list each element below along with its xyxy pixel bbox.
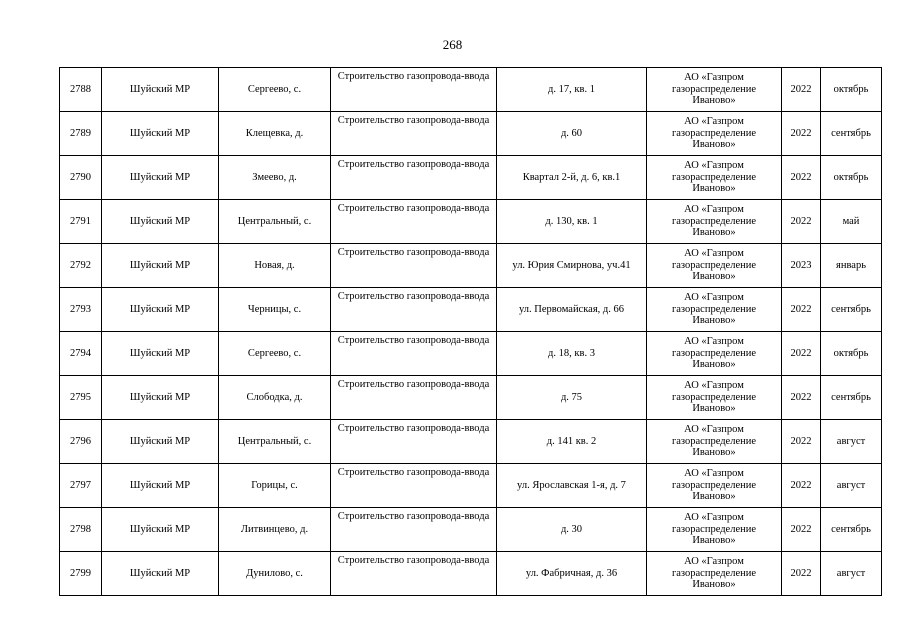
locality-cell: Змеево, д.: [219, 156, 331, 200]
row-number-cell: 2792: [60, 244, 102, 288]
locality-cell: Слободка, д.: [219, 376, 331, 420]
month-cell: август: [821, 552, 882, 596]
table-row: [60, 420, 882, 464]
address-cell: д. 17, кв. 1: [497, 68, 647, 112]
organization-line: газораспределение: [671, 303, 757, 315]
year-cell: 2022: [782, 332, 821, 376]
organization-line: АО «Газпром: [684, 116, 744, 128]
organization-line: газораспределение: [671, 83, 757, 95]
row-number-cell: 2795: [60, 376, 102, 420]
month-cell: сентябрь: [821, 112, 882, 156]
table-row: [60, 508, 882, 552]
district-cell: Шуйский МР: [102, 68, 219, 112]
organization-line: газораспределение: [671, 523, 757, 535]
organization-cell: [647, 288, 782, 332]
locality-cell: Центральный, с.: [219, 200, 331, 244]
organization-line: АО «Газпром: [684, 160, 744, 172]
month-cell: сентябрь: [821, 376, 882, 420]
organization-line: АО «Газпром: [684, 468, 744, 480]
organization-line: газораспределение: [671, 127, 757, 139]
month-cell: сентябрь: [821, 508, 882, 552]
work-type-cell: Строительство газопровода-ввода: [331, 244, 497, 288]
organization-line: Иваново»: [692, 579, 736, 591]
work-type-cell: Строительство газопровода-ввода: [331, 376, 497, 420]
table-row: [60, 552, 882, 596]
address-cell: д. 75: [497, 376, 647, 420]
organization-cell: [647, 244, 782, 288]
table-body: [60, 68, 882, 596]
organization-line: газораспределение: [671, 391, 757, 403]
organization-line: АО «Газпром: [684, 336, 744, 348]
organization-line: АО «Газпром: [684, 556, 744, 568]
locality-cell: Сергеево, с.: [219, 68, 331, 112]
address-cell: Квартал 2-й, д. 6, кв.1: [497, 156, 647, 200]
row-number-cell: 2794: [60, 332, 102, 376]
locality-cell: Центральный, с.: [219, 420, 331, 464]
organization-line: газораспределение: [671, 171, 757, 183]
organization-line: газораспределение: [671, 215, 757, 227]
organization-line: АО «Газпром: [684, 248, 744, 260]
district-cell: Шуйский МР: [102, 288, 219, 332]
organization-line: газораспределение: [671, 567, 757, 579]
locality-cell: Литвинцево, д.: [219, 508, 331, 552]
work-type-cell: Строительство газопровода-ввода: [331, 332, 497, 376]
organization-line: АО «Газпром: [684, 512, 744, 524]
row-number-cell: 2799: [60, 552, 102, 596]
organization-cell: [647, 376, 782, 420]
locality-cell: Черницы, с.: [219, 288, 331, 332]
year-cell: 2022: [782, 508, 821, 552]
organization-line: газораспределение: [671, 347, 757, 359]
district-cell: Шуйский МР: [102, 420, 219, 464]
locality-cell: Сергеево, с.: [219, 332, 331, 376]
month-cell: май: [821, 200, 882, 244]
table-row: [60, 376, 882, 420]
organization-cell: [647, 68, 782, 112]
address-cell: ул. Фабричная, д. 36: [497, 552, 647, 596]
row-number-cell: 2789: [60, 112, 102, 156]
organization-line: АО «Газпром: [684, 424, 744, 436]
district-cell: Шуйский МР: [102, 464, 219, 508]
address-cell: д. 60: [497, 112, 647, 156]
month-cell: август: [821, 464, 882, 508]
organization-line: газораспределение: [671, 479, 757, 491]
organization-line: Иваново»: [692, 359, 736, 371]
district-cell: Шуйский МР: [102, 376, 219, 420]
table-row: [60, 244, 882, 288]
row-number-cell: 2793: [60, 288, 102, 332]
row-number-cell: 2798: [60, 508, 102, 552]
page-number: 268: [442, 37, 463, 52]
organization-cell: [647, 332, 782, 376]
address-cell: д. 141 кв. 2: [497, 420, 647, 464]
organization-cell: [647, 112, 782, 156]
table-row: [60, 332, 882, 376]
table-row: [60, 68, 882, 112]
year-cell: 2022: [782, 288, 821, 332]
address-cell: ул. Юрия Смирнова, уч.41: [497, 244, 647, 288]
organization-line: АО «Газпром: [684, 292, 744, 304]
year-cell: 2022: [782, 200, 821, 244]
organization-cell: [647, 156, 782, 200]
work-type-cell: Строительство газопровода-ввода: [331, 156, 497, 200]
row-number-cell: 2797: [60, 464, 102, 508]
organization-line: Иваново»: [692, 227, 736, 239]
locality-cell: Новая, д.: [219, 244, 331, 288]
district-cell: Шуйский МР: [102, 200, 219, 244]
row-number-cell: 2791: [60, 200, 102, 244]
month-cell: октябрь: [821, 156, 882, 200]
year-cell: 2022: [782, 420, 821, 464]
address-cell: д. 18, кв. 3: [497, 332, 647, 376]
year-cell: 2022: [782, 552, 821, 596]
organization-line: Иваново»: [692, 139, 736, 151]
organization-line: Иваново»: [692, 271, 736, 283]
organization-line: Иваново»: [692, 535, 736, 547]
table-row: [60, 112, 882, 156]
organization-line: АО «Газпром: [684, 380, 744, 392]
organization-line: АО «Газпром: [684, 72, 744, 84]
organization-line: Иваново»: [692, 315, 736, 327]
district-cell: Шуйский МР: [102, 552, 219, 596]
work-type-cell: Строительство газопровода-ввода: [331, 464, 497, 508]
table-row: [60, 288, 882, 332]
row-number-cell: 2796: [60, 420, 102, 464]
year-cell: 2022: [782, 156, 821, 200]
year-cell: 2022: [782, 376, 821, 420]
district-cell: Шуйский МР: [102, 244, 219, 288]
organization-line: Иваново»: [692, 403, 736, 415]
organization-line: газораспределение: [671, 259, 757, 271]
month-cell: январь: [821, 244, 882, 288]
locality-cell: Клещевка, д.: [219, 112, 331, 156]
organization-line: Иваново»: [692, 95, 736, 107]
year-cell: 2022: [782, 68, 821, 112]
district-cell: Шуйский МР: [102, 156, 219, 200]
address-cell: ул. Первомайская, д. 66: [497, 288, 647, 332]
address-cell: ул. Ярославская 1-я, д. 7: [497, 464, 647, 508]
address-cell: д. 130, кв. 1: [497, 200, 647, 244]
row-number-cell: 2788: [60, 68, 102, 112]
work-type-cell: Строительство газопровода-ввода: [331, 420, 497, 464]
table-row: [60, 464, 882, 508]
locality-cell: Горицы, с.: [219, 464, 331, 508]
month-cell: сентябрь: [821, 288, 882, 332]
table-row: [60, 156, 882, 200]
organization-cell: [647, 464, 782, 508]
year-cell: 2022: [782, 112, 821, 156]
organization-line: Иваново»: [692, 491, 736, 503]
organization-line: Иваново»: [692, 447, 736, 459]
organization-line: АО «Газпром: [684, 204, 744, 216]
row-number-cell: 2790: [60, 156, 102, 200]
work-type-cell: Строительство газопровода-ввода: [331, 508, 497, 552]
organization-cell: [647, 508, 782, 552]
district-cell: Шуйский МР: [102, 112, 219, 156]
organization-line: газораспределение: [671, 435, 757, 447]
district-cell: Шуйский МР: [102, 332, 219, 376]
organization-line: Иваново»: [692, 183, 736, 195]
gas-connection-table: [59, 67, 882, 596]
month-cell: октябрь: [821, 68, 882, 112]
organization-cell: [647, 552, 782, 596]
district-cell: Шуйский МР: [102, 508, 219, 552]
work-type-cell: Строительство газопровода-ввода: [331, 68, 497, 112]
work-type-cell: Строительство газопровода-ввода: [331, 552, 497, 596]
month-cell: октябрь: [821, 332, 882, 376]
year-cell: 2022: [782, 464, 821, 508]
work-type-cell: Строительство газопровода-ввода: [331, 288, 497, 332]
work-type-cell: Строительство газопровода-ввода: [331, 200, 497, 244]
month-cell: август: [821, 420, 882, 464]
organization-cell: [647, 420, 782, 464]
work-type-cell: Строительство газопровода-ввода: [331, 112, 497, 156]
table-row: [60, 200, 882, 244]
year-cell: 2023: [782, 244, 821, 288]
organization-cell: [647, 200, 782, 244]
address-cell: д. 30: [497, 508, 647, 552]
locality-cell: Дунилово, с.: [219, 552, 331, 596]
